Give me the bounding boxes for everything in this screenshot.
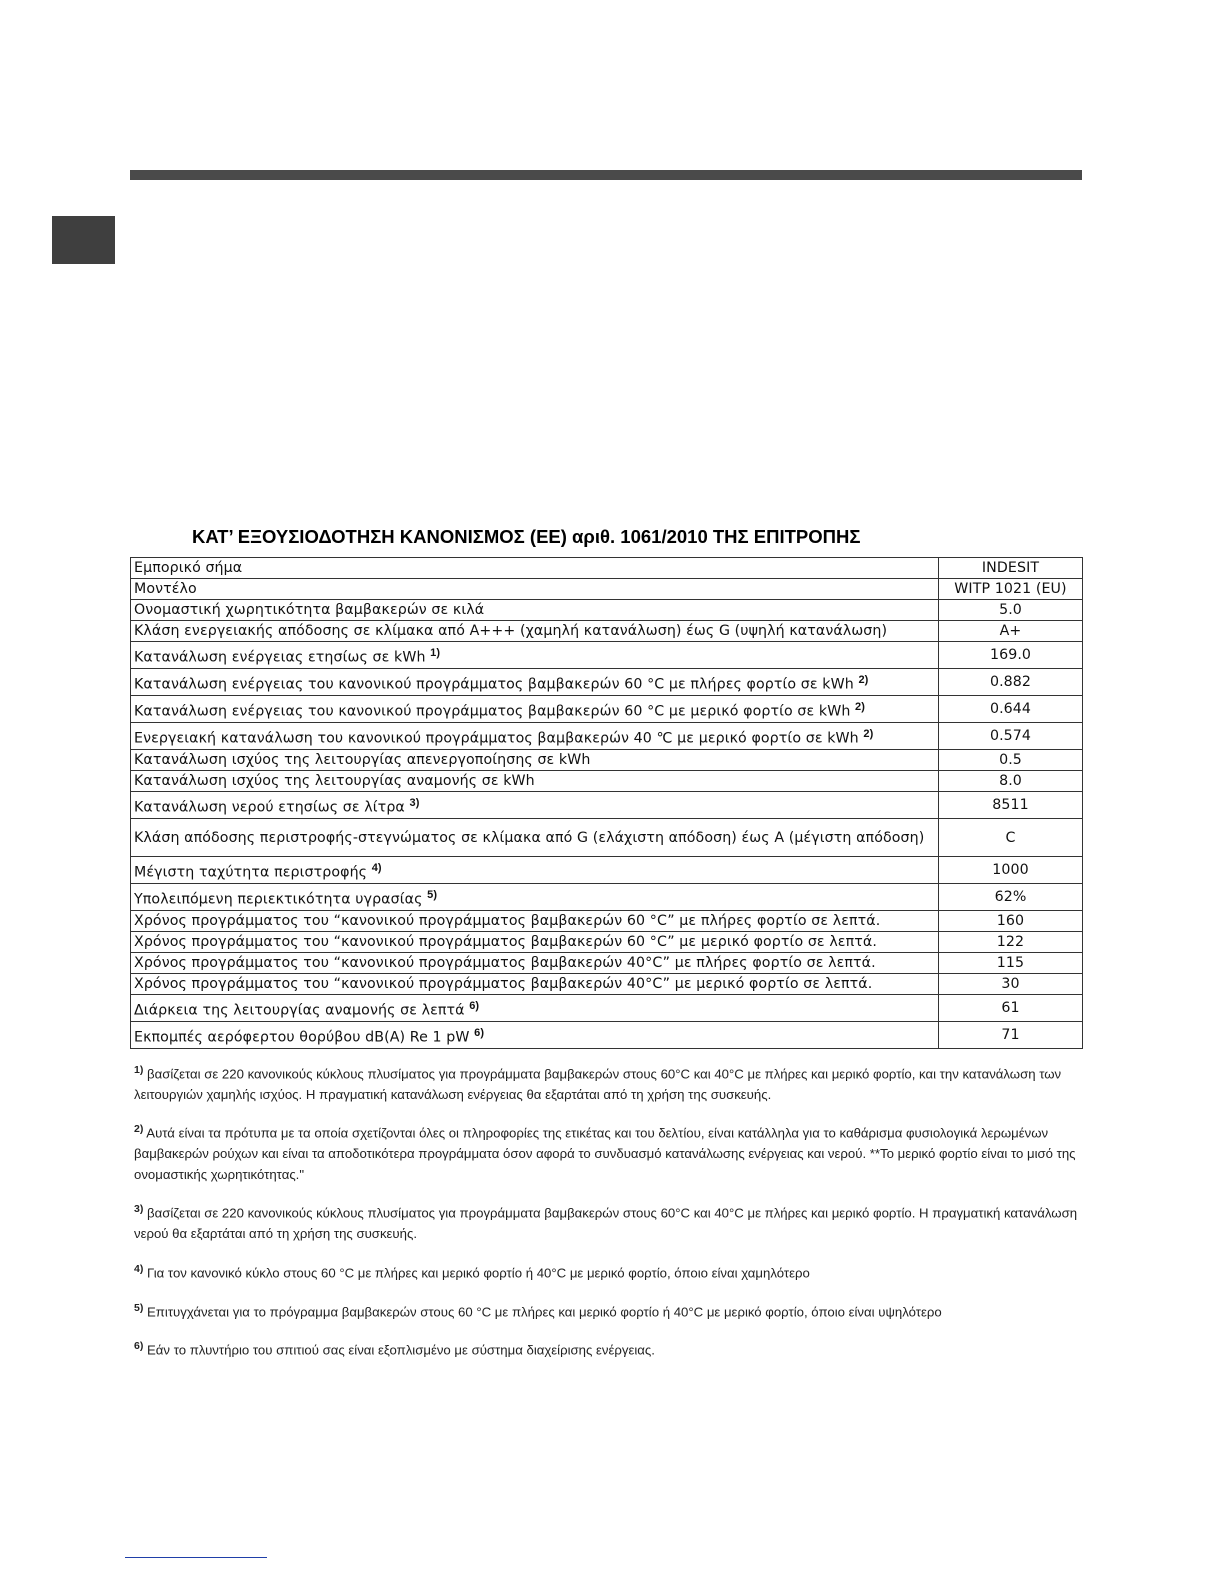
row-label-cell	[131, 857, 939, 884]
row-footnote-ref: 2)	[863, 727, 874, 740]
row-label-cell	[131, 579, 939, 600]
footnote-text: βασίζεται σε 220 κανονικούς κύκλους πλυσίματος για προγράμματα βαμβακερών στους 60°C και 40°C με πλήρες και μερικό φορτίο. Η πραγματική κατανάλωση νερού θα εξαρτάται από τη χρήση της συσκευής.	[134, 1205, 1078, 1242]
row-label: Κατανάλωση ενέργειας του κανονικού προγράμματος βαμβακερών 60 °C με πλήρες φορτίο σε kWh	[134, 676, 854, 693]
regulation-title: ΚΑΤ’ ΕΞΟΥΣΙΟΔΟΤΗΣΗ ΚΑΝΟΝΙΣΜΟΣ (ΕΕ) αριθ. 1061/2010 ΤΗΣ ΕΠΙΤΡΟΠΗΣ	[192, 526, 861, 547]
row-label: Κλάση απόδοσης περιστροφής-στεγνώματος σε κλίμακα από G (ελάχιστη απόδοση) έως A (μέγιστη απόδοση)	[134, 829, 925, 846]
table-row	[131, 995, 1083, 1022]
row-label-cell	[131, 792, 939, 819]
row-label-cell	[131, 974, 939, 995]
row-footnote-ref: 6)	[469, 999, 480, 1012]
row-value: A+	[939, 621, 1083, 642]
footnote-mark: 6)	[134, 1340, 144, 1353]
table-row	[131, 723, 1083, 750]
row-label-cell	[131, 911, 939, 932]
footnote-mark: 5)	[134, 1301, 144, 1314]
row-value: 160	[939, 911, 1083, 932]
row-label-cell	[131, 723, 939, 750]
row-label-cell	[131, 558, 939, 579]
table-row	[131, 771, 1083, 792]
row-label-cell	[131, 600, 939, 621]
table-row	[131, 953, 1083, 974]
row-value: 122	[939, 932, 1083, 953]
row-label: Χρόνος προγράμματος του “κανονικού προγράμματος βαμβακερών 60 °C” με μερικό φορτίο σε λεπτά.	[134, 934, 877, 950]
table-row	[131, 792, 1083, 819]
table-row	[131, 911, 1083, 932]
row-value: 169.0	[939, 642, 1083, 669]
table-row	[131, 932, 1083, 953]
row-label: Ενεργειακή κατανάλωση του κανονικού προγράμματος βαμβακερών 40 ℃ με μερικό φορτίο σε kWh	[134, 730, 859, 747]
table-row	[131, 750, 1083, 771]
row-label-cell	[131, 696, 939, 723]
row-footnote-ref: 2)	[855, 700, 866, 713]
row-footnote-ref: 3)	[409, 796, 420, 809]
row-value: WITP 1021 (EU)	[939, 579, 1083, 600]
footnote-mark: 3)	[134, 1203, 144, 1216]
footnote	[134, 1336, 1084, 1361]
row-label-cell	[131, 642, 939, 669]
table-row	[131, 579, 1083, 600]
footnote	[134, 1259, 1084, 1284]
row-value: 115	[939, 953, 1083, 974]
footnote	[134, 1199, 1084, 1244]
footnote	[134, 1298, 1084, 1323]
footnote-text: βασίζεται σε 220 κανονικούς κύκλους πλυσίματος για προγράμματα βαμβακερών στους 60°C και 40°C με πλήρες και μερικό φορτίο, και την κατανάλωση των λειτουργιών χαμηλής ισχύος. Η πραγματική κατανάλωση ενέργειας θα εξαρτάται από τη χρήση της συσκευής.	[134, 1066, 1062, 1102]
row-label-cell	[131, 884, 939, 911]
row-label-cell	[131, 669, 939, 696]
row-label: Κατανάλωση ενέργειας του κανονικού προγράμματος βαμβακερών 60 °C με μερικό φορτίο σε kWh	[134, 703, 851, 720]
row-value: INDESIT	[939, 558, 1083, 579]
footnote	[134, 1119, 1084, 1185]
product-fiche-table	[130, 557, 1083, 1049]
row-label-cell	[131, 1022, 939, 1049]
footnote-mark: 2)	[134, 1123, 144, 1136]
row-label: Χρόνος προγράμματος του “κανονικού προγράμματος βαμβακερών 40°C” με πλήρες φορτίο σε λεπτά.	[134, 955, 876, 971]
row-value: 0.574	[939, 723, 1083, 750]
top-rule	[130, 170, 1082, 180]
row-label: Ονομαστική χωρητικότητα βαμβακερών σε κιλά	[134, 602, 485, 618]
row-label: Κατανάλωση ισχύος της λειτουργίας απενεργοποίησης σε kWh	[134, 752, 591, 768]
row-value: C	[939, 819, 1083, 857]
row-label: Κατανάλωση νερού ετησίως σε λίτρα	[134, 799, 405, 816]
row-label-cell	[131, 621, 939, 642]
footnote-mark: 4)	[134, 1262, 144, 1275]
row-label: Χρόνος προγράμματος του “κανονικού προγράμματος βαμβακερών 40°C” με μερικό φορτίο σε λεπτά.	[134, 976, 873, 992]
row-label: Μέγιστη ταχύτητα περιστροφής	[134, 864, 368, 881]
table-row	[131, 558, 1083, 579]
table-row	[131, 696, 1083, 723]
footnote-text: Εάν το πλυντήριο του σπιτιού σας είναι εξοπλισμένο με σύστημα διαχείρισης ενέργειας.	[147, 1342, 655, 1358]
row-label: Διάρκεια της λειτουργίας αναμονής σε λεπτά	[134, 1002, 465, 1019]
table-row	[131, 884, 1083, 911]
row-label: Χρόνος προγράμματος του “κανονικού προγράμματος βαμβακερών 60 °C” με πλήρες φορτίο σε λεπτά.	[134, 913, 881, 929]
row-value: 0.882	[939, 669, 1083, 696]
row-value: 1000	[939, 857, 1083, 884]
row-value: 61	[939, 995, 1083, 1022]
table-row	[131, 857, 1083, 884]
footer-line	[125, 1557, 267, 1558]
table-row	[131, 600, 1083, 621]
row-value: 0.644	[939, 696, 1083, 723]
table-row	[131, 819, 1083, 857]
row-footnote-ref: 6)	[474, 1026, 485, 1039]
footnote-text: Αυτά είναι τα πρότυπα με τα οποία σχετίζονται όλες οι πληροφορίες της ετικέτας και του δελτίου, είναι κατάλληλα για το καθάρισμα φυσιολογικά λερωμένων βαμβακερών ρούχων και είναι τα αποδοτικότερα προγράμματα όσον αφορά το συνδυασμό κατανάλωσης ενέργειας και νερού. **Το μερικό φορτίο είναι το μισό της ονομαστικής χωρητικότητας."	[134, 1125, 1076, 1182]
row-label-cell	[131, 819, 939, 857]
row-value: 8.0	[939, 771, 1083, 792]
row-label-cell	[131, 750, 939, 771]
table-row	[131, 1022, 1083, 1049]
table-row	[131, 669, 1083, 696]
row-value: 5.0	[939, 600, 1083, 621]
table-row	[131, 621, 1083, 642]
table-row	[131, 642, 1083, 669]
row-label: Εμπορικό σήμα	[134, 560, 243, 576]
row-label: Εκπομπές αερόφερτου θορύβου dB(A) Re 1 pW	[134, 1029, 470, 1046]
side-tab-marker	[52, 216, 115, 264]
footnote-text: Επιτυγχάνεται για το πρόγραμμα βαμβακερών στους 60 °C με πλήρες και μερικό φορτίο ή 40°C με μερικό φορτίο, όποιο είναι υψηλότερο	[147, 1303, 942, 1319]
row-label: Κλάση ενεργειακής απόδοσης σε κλίμακα από A+++ (χαμηλή κατανάλωση) έως G (υψηλή κατανάλωση)	[134, 623, 888, 639]
footnote-text: Για τον κανονικό κύκλο στους 60 °C με πλήρες και μερικό φορτίο ή 40°C με μερικό φορτίο, όποιο είναι χαμηλότερο	[147, 1265, 810, 1281]
row-label-cell	[131, 932, 939, 953]
row-label-cell	[131, 771, 939, 792]
row-footnote-ref: 4)	[371, 861, 382, 874]
footnote	[134, 1060, 1084, 1105]
row-footnote-ref: 2)	[858, 673, 869, 686]
footnote-mark: 1)	[134, 1064, 144, 1076]
table-row	[131, 974, 1083, 995]
row-footnote-ref: 5)	[427, 888, 438, 901]
row-label-cell	[131, 995, 939, 1022]
row-value: 8511	[939, 792, 1083, 819]
row-label: Υπολειπόμενη περιεκτικότητα υγρασίας	[134, 891, 423, 908]
footnotes	[134, 1060, 1084, 1375]
row-value: 62%	[939, 884, 1083, 911]
row-label-cell	[131, 953, 939, 974]
product-fiche-body	[131, 558, 1083, 1049]
row-value: 71	[939, 1022, 1083, 1049]
row-value: 30	[939, 974, 1083, 995]
row-label: Μοντέλο	[134, 581, 197, 597]
row-label: Κατανάλωση ενέργειας ετησίως σε kWh	[134, 649, 426, 666]
row-label: Κατανάλωση ισχύος της λειτουργίας αναμονής σε kWh	[134, 773, 535, 789]
row-footnote-ref: 1)	[430, 646, 441, 659]
row-value: 0.5	[939, 750, 1083, 771]
